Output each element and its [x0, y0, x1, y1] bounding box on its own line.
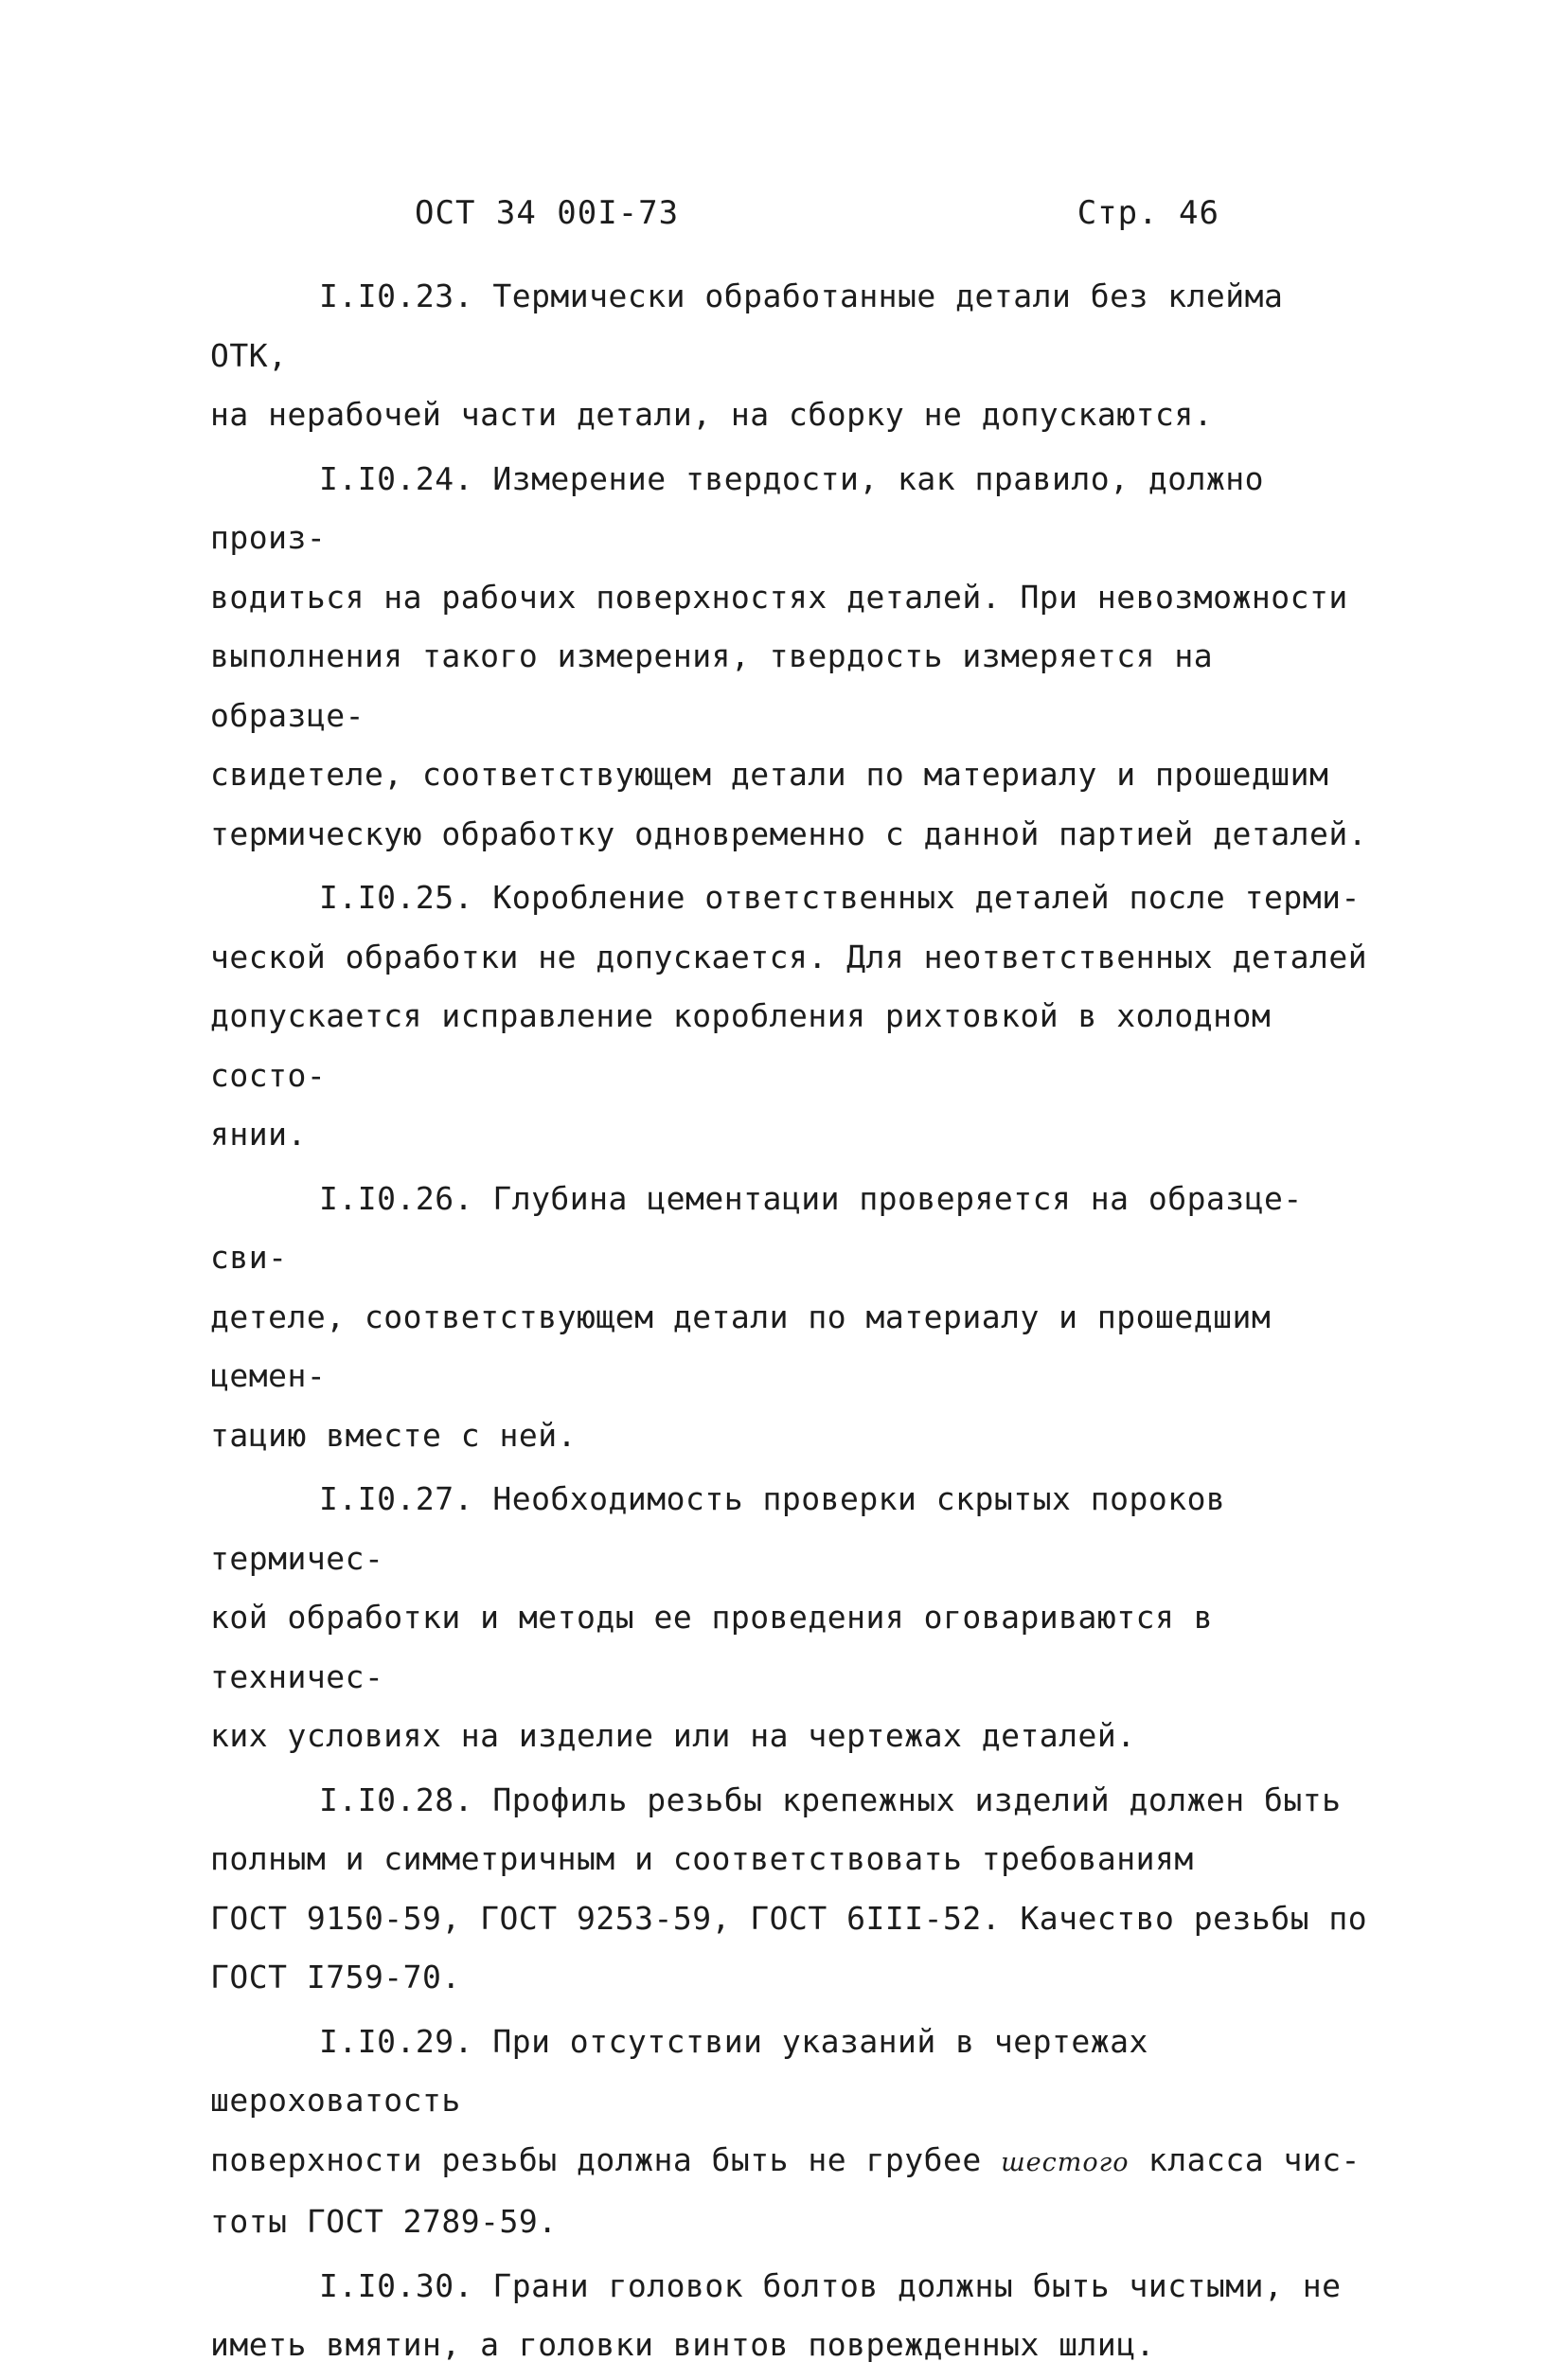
clause-1-10-30 — [210, 2257, 1375, 2375]
page-number: Стр. 46 — [1077, 194, 1219, 232]
clause-number: I.I0.29. — [319, 2022, 473, 2060]
page-header — [415, 194, 1219, 242]
clause-text-before: При отсутствии указаний в чертежах шероховатость поверхности резьбы должна быть не грубее — [210, 2022, 1148, 2178]
clause-1-10-25 — [210, 868, 1375, 1165]
clause-text: Грани головок болтов должны быть чистыми, не иметь вмятин, а головки винтов поврежденных шлиц. — [210, 2266, 1342, 2363]
clause-number: I.I0.26. — [319, 1179, 473, 1217]
clause-1-10-23 — [210, 267, 1375, 445]
clause-number: I.I0.24. — [319, 459, 473, 497]
clause-text: Необходимость проверки скрытых пороков термичес- кой обработки и методы ее проведения оговариваются в техничес- ких условиях на изделие или на чертежах деталей. — [210, 1480, 1226, 1754]
document-body — [210, 267, 1375, 2380]
clause-1-10-24 — [210, 450, 1375, 865]
clause-number: I.I0.28. — [319, 1781, 473, 1818]
clause-1-10-27 — [210, 1470, 1375, 1766]
clause-number: I.I0.27. — [319, 1480, 473, 1517]
clause-number: I.I0.30. — [319, 2266, 473, 2304]
clause-text: Измерение твердости, как правило, должно произ- водиться на рабочих поверхностях деталей. При невозможности выполнения такого измерения, твердость измеряется на образце- свидетеле, соответствующем детали по материалу и прошедшим термическую обработку одновременно с данной партией деталей. — [210, 459, 1368, 852]
clause-number: I.I0.23. — [319, 277, 473, 314]
clause-1-10-28 — [210, 1771, 1375, 2008]
handwritten-insertion: шестого — [1001, 2147, 1130, 2177]
clause-text-after: класса чис- тоты ГОСТ 2789-59. — [210, 2140, 1361, 2240]
clause-number: I.I0.25. — [319, 879, 473, 916]
clause-1-10-29 — [210, 2013, 1375, 2252]
clause-text: Профиль резьбы крепежных изделий должен быть полным и симметричным и соответствовать требованиям ГОСТ 9150-59, ГОСТ 9253-59, ГОСТ 6III-52. Качество резьбы по ГОСТ I759-70. — [210, 1781, 1368, 1995]
clause-1-10-26 — [210, 1170, 1375, 1466]
standard-number: ОСТ 34 00I-73 — [415, 194, 680, 232]
clause-text: Глубина цементации проверяется на образце-сви- детеле, соответствующем детали по материалу и прошедшим цемен- тацию вместе с ней. — [210, 1179, 1303, 1454]
clause-text: Коробление ответственных деталей после терми- ческой обработки не допускается. Для неответственных деталей допускается исправление коробления рихтовкой в холодном состо- янии. — [210, 879, 1368, 1153]
clause-text: Термически обработанные детали без клейма ОТК, на нерабочей части детали, на сборку не допускаются. — [210, 277, 1284, 433]
